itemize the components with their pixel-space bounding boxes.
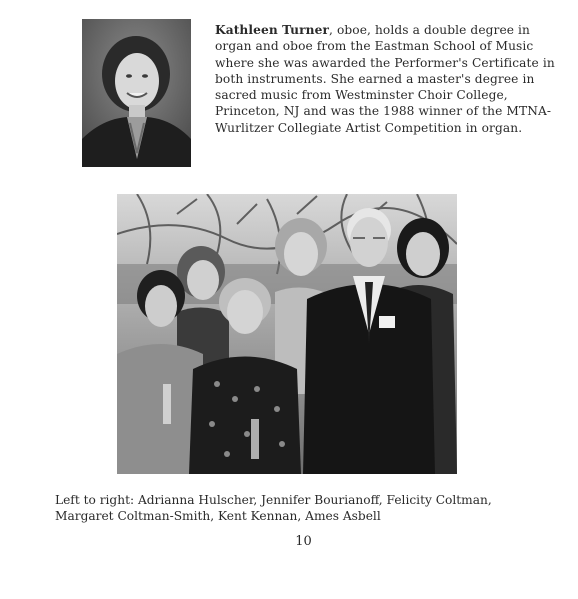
page-number: 10 — [295, 534, 312, 549]
group-photo — [117, 194, 457, 474]
bio-paragraph — [215, 22, 560, 136]
bio-text: , oboe, holds a double degree in organ and oboe from the Eastman School of Music where she was awarded the Performer's Certificate in both instruments. She earned a master's degree in sacred music from Westminster Choir College, Princeton, NJ and was the 1988 winner of the MTNA-Wurlitzer Collegiate Artist Competition in organ. — [215, 23, 555, 135]
photo-caption: Left to right: Adrianna Hulscher, Jennifer Bourianoff, Felicity Coltman, Margaret Coltman-Smith, Kent Kennan, Ames Asbell — [55, 493, 492, 524]
bio-name: Kathleen Turner — [215, 23, 329, 37]
group-photo-image — [117, 194, 457, 474]
portrait-photo — [82, 19, 191, 167]
portrait-image — [82, 19, 191, 167]
